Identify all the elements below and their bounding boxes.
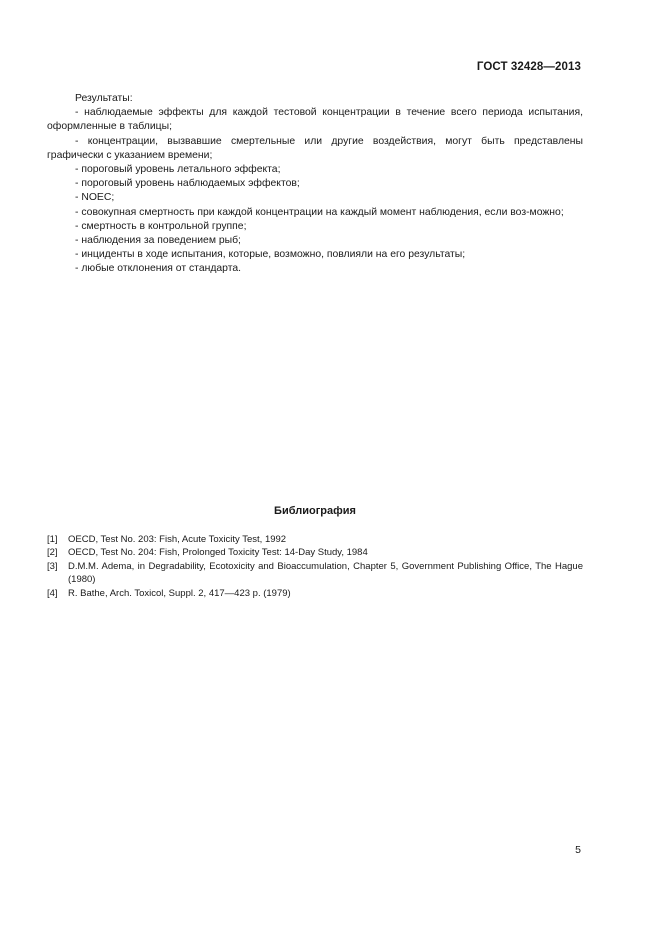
bibliography-number: [4] [47, 587, 58, 599]
bibliography-number: [1] [47, 534, 58, 545]
results-item: - пороговый уровень наблюдаемых эффектов; [75, 178, 300, 190]
bibliography-number: [3] [47, 560, 58, 572]
bibliography-entry [47, 560, 583, 587]
bibliography-entry [47, 587, 583, 600]
page-number: 5 [575, 844, 581, 856]
results-item: - наблюдения за поведением рыб; [75, 235, 241, 247]
bibliography-text: OECD, Test No. 203: Fish, Acute Toxicity Test, 1992 [68, 534, 287, 545]
results-item: - наблюдаемые эффекты для каждой тестовой концентрации в течение всего периода испытания, оформленные в таблицы; [47, 107, 583, 133]
results-item: - концентрации, вызвавшие смертельные или другие воздействия, могут быть представлены графически с указанием времени; [47, 135, 583, 161]
bibliography-number: [2] [47, 547, 58, 559]
results-title: Результаты: [75, 93, 133, 104]
bibliography-text: R. Bathe, Arch. Toxicol, Suppl. 2, 417—423 p. (1979) [68, 587, 291, 599]
bibliography-title: Библиография [274, 505, 356, 517]
results-item: - совокупная смертность при каждой концентрации на каждый момент наблюдения, если воз-можно; [75, 206, 564, 218]
bibliography-list [47, 533, 583, 600]
bibliography-text: D.M.M. Adema, in Degradability, Ecotoxicity and Bioaccumulation, Chapter 5, Government Publishing Office, The Hague (1980) [68, 560, 583, 586]
bibliography-entry [47, 533, 583, 546]
standard-code: ГОСТ 32428—2013 [476, 61, 581, 73]
results-item: - инциденты в ходе испытания, которые, возможно, повлияли на его результаты; [75, 249, 466, 261]
results-item: - смертность в контрольной группе; [75, 220, 247, 232]
results-item: - NOEC; [75, 192, 115, 204]
bibliography-text: OECD, Test No. 204: Fish, Prolonged Toxicity Test: 14-Day Study, 1984 [68, 547, 368, 559]
results-item: - любые отклонения от стандарта. [75, 263, 242, 275]
bibliography-entry [47, 546, 583, 559]
results-section [47, 92, 583, 277]
results-item: - пороговый уровень летального эффекта; [75, 164, 281, 176]
